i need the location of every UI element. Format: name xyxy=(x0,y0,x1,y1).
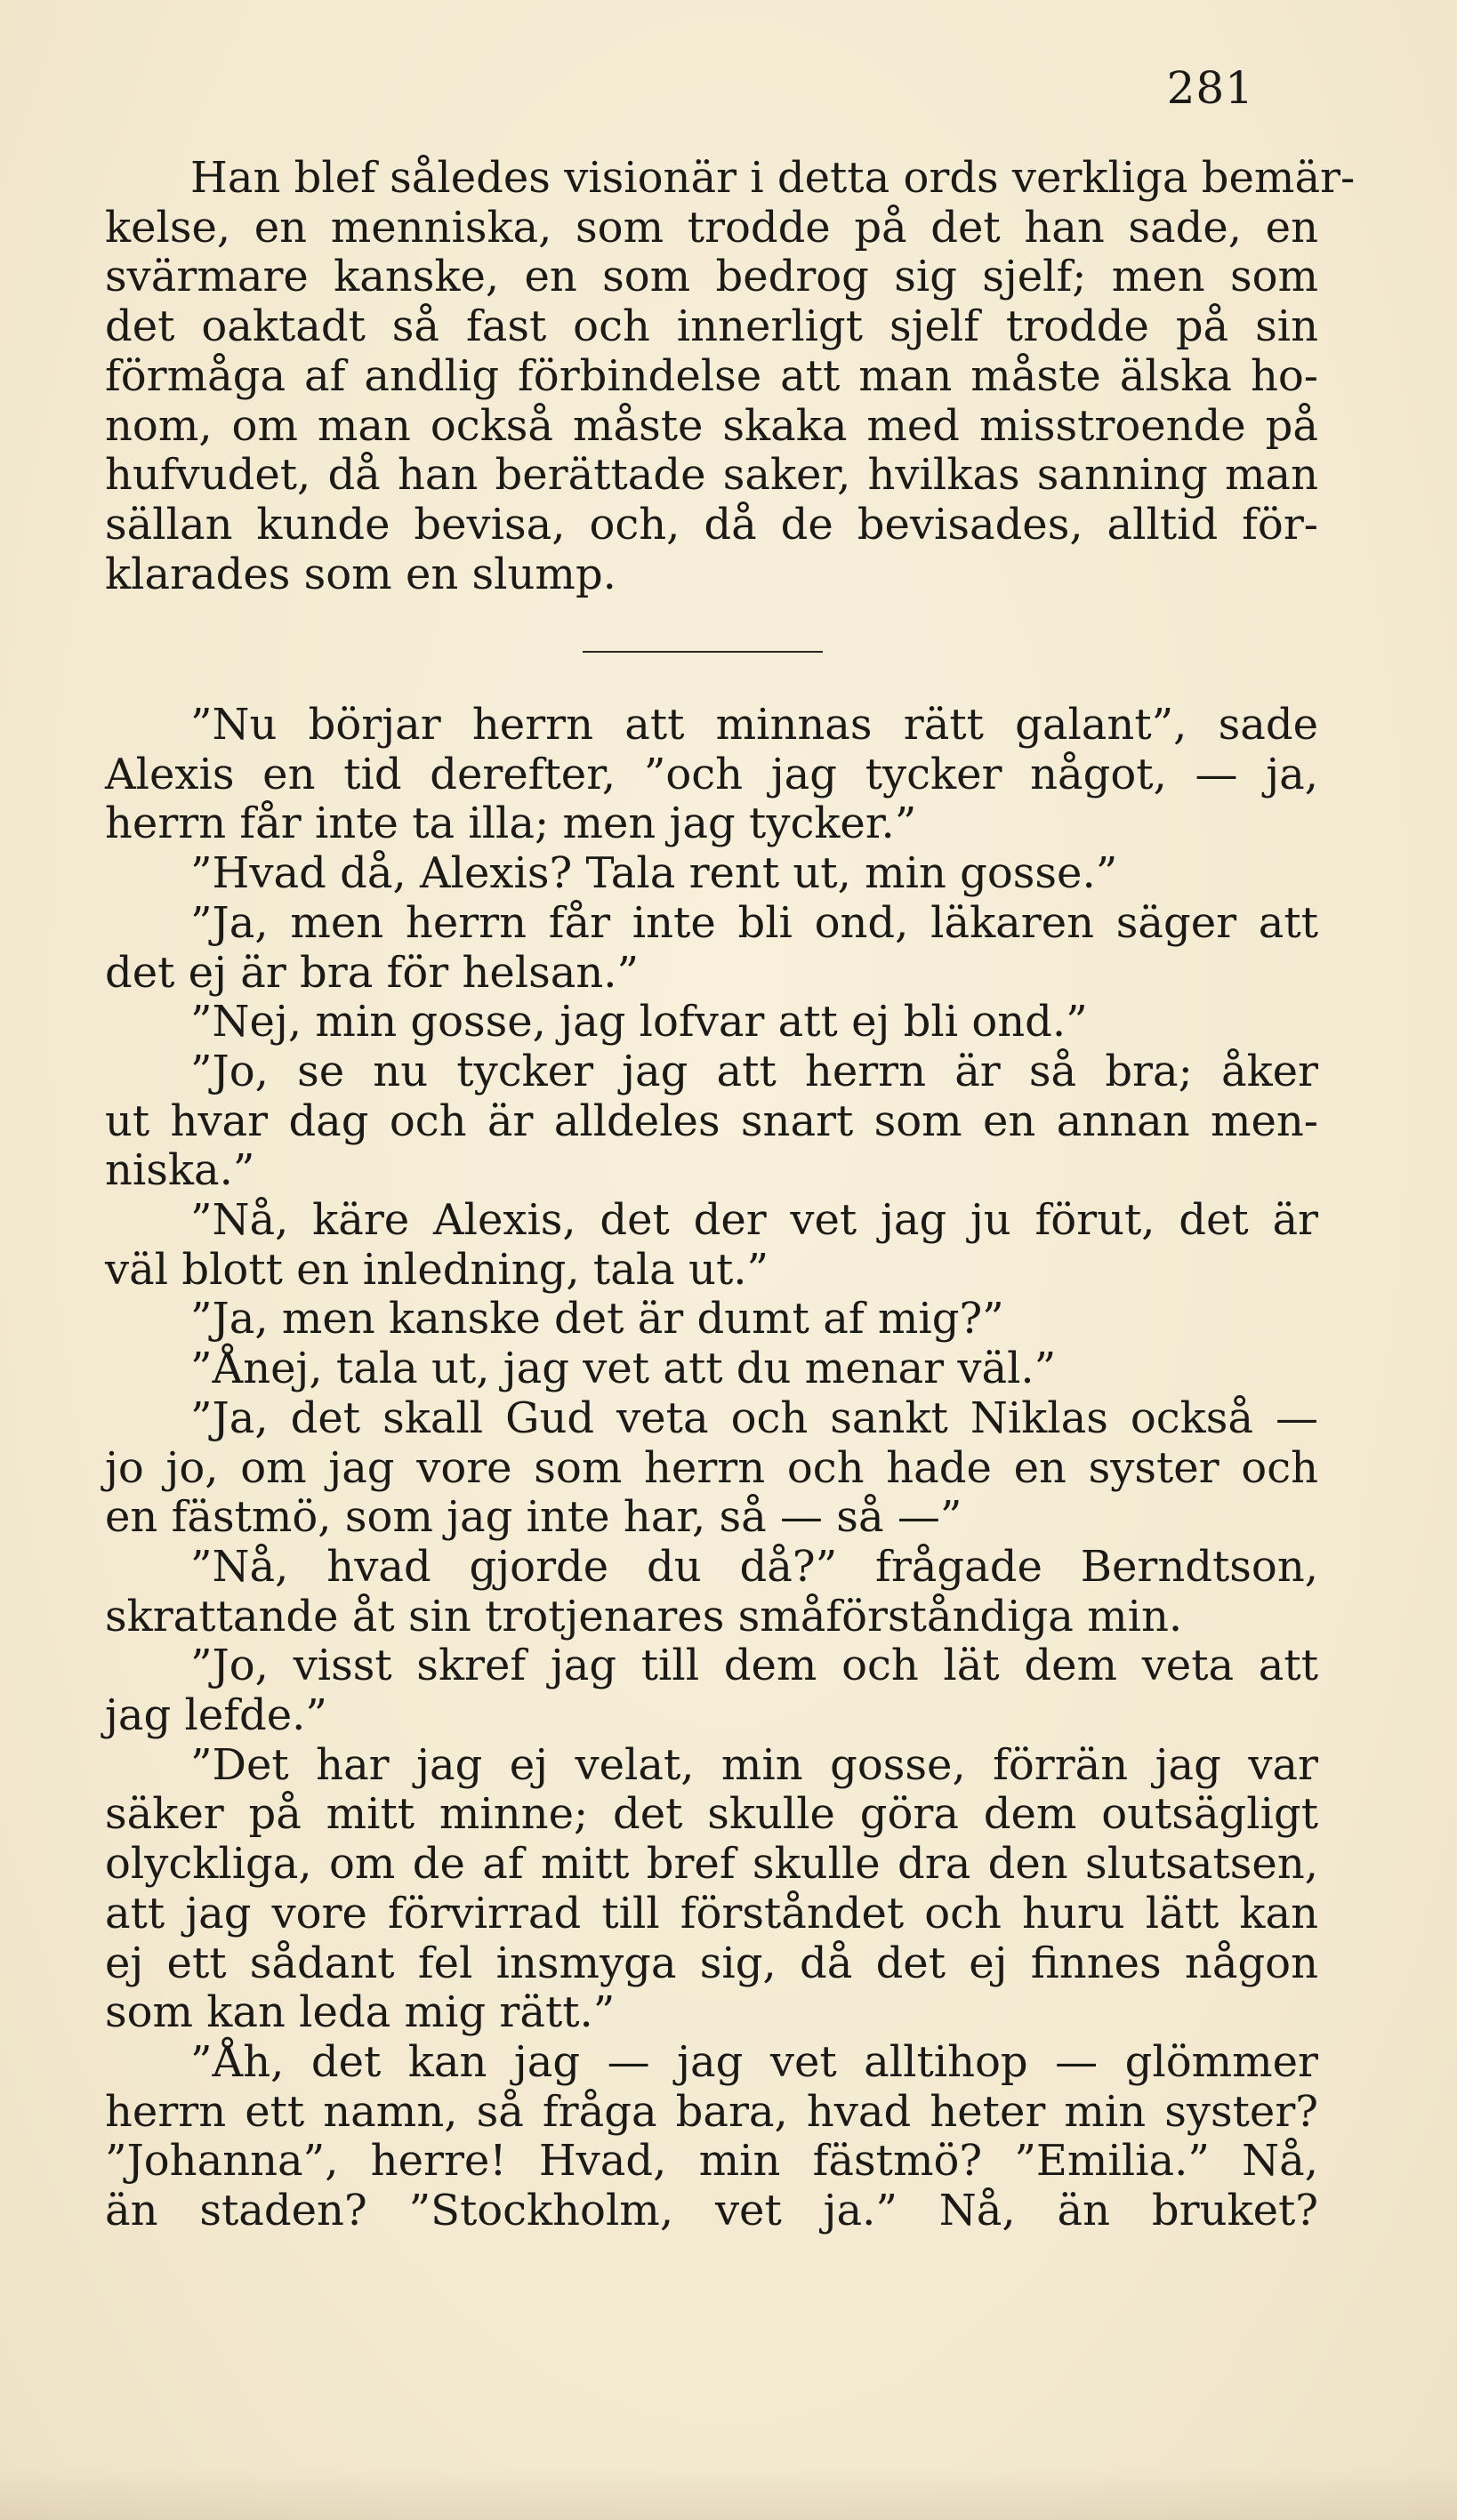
page-number: 281 xyxy=(1166,62,1254,114)
text-line: herrn får inte ta illa; men jag tycker.” xyxy=(105,799,917,849)
text-line: ”Det har jag ej velat, min gosse, förrän jag var xyxy=(190,1739,1318,1790)
text-line: en fästmö, som jag inte har, så — så —” xyxy=(105,1492,962,1543)
text-line: svärmare kanske, en som bedrog sig sjelf; men som xyxy=(105,252,1318,302)
text-line: niska.” xyxy=(105,1145,255,1196)
text-line: ”Ja, men herrn får inte bli ond, läkaren säger att xyxy=(190,897,1318,948)
text-line: ”Nu börjar herrn att minnas rätt galant”, sade xyxy=(190,700,1318,750)
text-line: herrn ett namn, så fråga bara, hvad heter min syster? xyxy=(105,2086,1318,2137)
text-line: väl blott en inledning, tala ut.” xyxy=(105,1244,769,1295)
text-line: ”Ja, det skall Gud veta och sankt Niklas också — xyxy=(190,1392,1318,1443)
text-line: hufvudet, då han berättade saker, hvilkas sanning man xyxy=(105,450,1318,501)
page-edge-shading xyxy=(0,2467,1457,2520)
text-line: ej ett sådant fel insmyga sig, då det ej finnes någon xyxy=(105,1938,1318,1988)
section-divider xyxy=(583,651,823,653)
text-line: ”Hvad då, Alexis? Tala rent ut, min gosse.” xyxy=(190,848,1118,899)
text-line: Han blef således visionär i detta ords verkliga bemär- xyxy=(190,153,1356,203)
text-line: säker på mitt minne; det skulle göra dem outsägligt xyxy=(105,1789,1318,1840)
text-line: kelse, en menniska, som trodde på det han sade, en xyxy=(105,202,1318,253)
text-line: ”Johanna”, herre! Hvad, min fästmö? ”Emilia.” Nå, xyxy=(105,2136,1318,2187)
text-line: ”Nå, hvad gjorde du då?” frågade Berndtson, xyxy=(190,1541,1318,1592)
paragraph-narrative xyxy=(105,153,1356,599)
text-line: jo jo, om jag vore som herrn och hade en syster och xyxy=(105,1442,1318,1493)
text-line: än staden? ”Stockholm, vet ja.” Nå, än bruket? xyxy=(105,2186,1318,2236)
text-line: ”Ja, men kanske det är dumt af mig?” xyxy=(190,1294,1004,1344)
text-line: som kan leda mig rätt.” xyxy=(105,1987,616,2038)
text-line: ”Jo, se nu tycker jag att herrn är så bra; åker xyxy=(190,1046,1318,1096)
text-line: ut hvar dag och är alldeles snart som en annan men- xyxy=(105,1095,1318,1146)
text-line: att jag vore förvirrad till förståndet och huru lätt kan xyxy=(105,1888,1318,1938)
text-line: skrattande åt sin trotjenares småförståndiga min. xyxy=(105,1591,1183,1641)
text-line: det oaktadt så fast och innerligt sjelf trodde på sin xyxy=(105,301,1318,352)
text-line: sällan kunde bevisa, och, då de bevisades, alltid för- xyxy=(105,499,1318,550)
text-line: ”Jo, visst skref jag till dem och lät dem veta att xyxy=(190,1641,1318,1691)
text-line: ”Ånej, tala ut, jag vet att du menar väl.” xyxy=(190,1344,1057,1394)
text-line: Alexis en tid derefter, ”och jag tycker något, — ja, xyxy=(105,749,1318,799)
text-line: det ej är bra för helsan.” xyxy=(105,947,640,998)
text-line: jag lefde.” xyxy=(105,1690,327,1741)
text-line: ”Åh, det kan jag — jag vet alltihop — glömmer xyxy=(190,2036,1318,2087)
text-line: ”Nå, käre Alexis, det der vet jag ju förut, det är xyxy=(190,1195,1318,1246)
dialogue-section xyxy=(105,701,1318,2236)
text-line: ”Nej, min gosse, jag lofvar att ej bli ond.” xyxy=(190,997,1088,1047)
text-line: olyckliga, om de af mitt bref skulle dra den slutsatsen, xyxy=(105,1839,1318,1890)
text-line: nom, om man också måste skaka med misstroende på xyxy=(105,400,1318,451)
text-line: klarades som en slump. xyxy=(105,549,616,599)
text-line: förmåga af andlig förbindelse att man måste älska ho- xyxy=(105,350,1318,401)
